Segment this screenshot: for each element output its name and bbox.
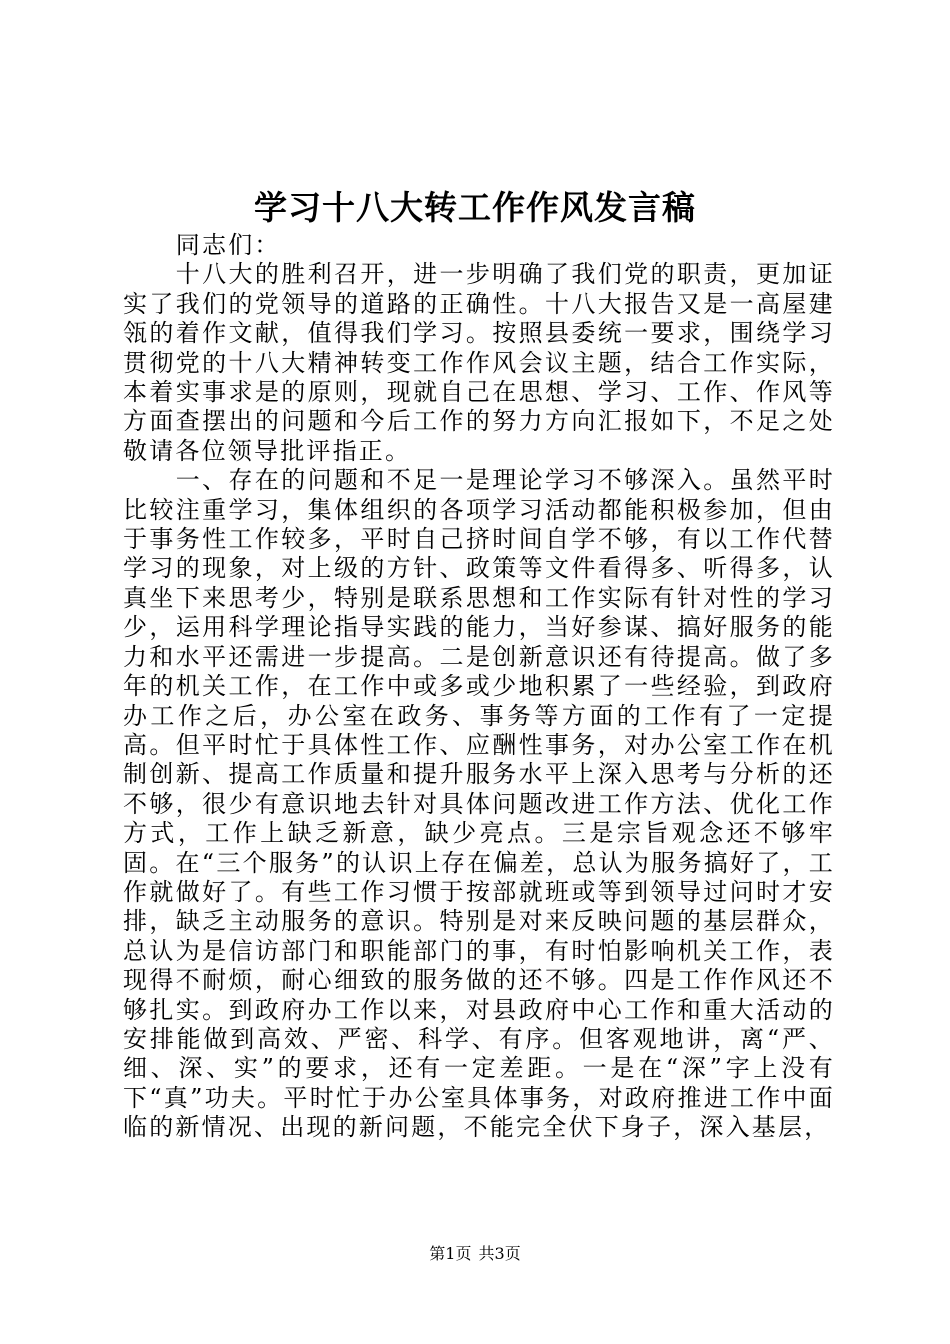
intro-paragraph: 十八大的胜利召开，进一步明确了我们党的职责，更加证实了我们的党领导的道路的正确性。十八大报告又是一高屋建瓴的着作文献，值得我们学习。按照县委统一要求，围绕学习贯彻党的十八大精神转变工作作风会议主题，结合工作实际，本着实事求是的原则，现就自己在思想、学习、工作、作风等方面查摆出的问题和今后工作的努力方向汇报如下，不足之处敬请各位领导批评指正。 [123,260,835,465]
salutation-paragraph: 同志们： [175,231,281,259]
page-number: 第1页 [429,1244,472,1263]
document-body [123,231,835,1143]
page-footer [0,1244,950,1264]
document-title: 学习十八大转工作作风发言稿 [254,188,696,227]
page-total: 共3页 [478,1244,521,1263]
problems-paragraph: 一、存在的问题和不足一是理论学习不够深入。虽然平时比较注重学习，集体组织的各项学习活动都能积极参加，但由于事务性工作较多，平时自己挤时间自学不够，有以工作代替学习的现象，对上级的方针、政策等文件看得多、听得多，认真坐下来思考少，特别是联系思想和工作实际有针对性的学习少，运用科学理论指导实践的能力，当好参谋、搞好服务的能力和水平还需进一步提高。二是创新意识还有待提高。做了多年的机关工作，在工作中或多或少地积累了一些经验，到政府办工作之后，办公室在政务、事务等方面的工作有了一定提高。但平时忙于具体性工作、应酬性事务，对办公室工作在机制创新、提高工作质量和提升服务水平上深入思考与分析的还不够，很少有意识地去针对具体问题改进工作方法、优化工作方式，工作上缺乏新意，缺少亮点。三是宗旨观念还不够牢固。在“三个服务”的认识上存在偏差，总认为服务搞好了，工作就做好了。有些工作习惯于按部就班或等到领导过问时才安排，缺乏主动服务的意识。特别是对来反映问题的基层群众，总认为是信访部门和职能部门的事，有时怕影响机关工作，表现得不耐烦，耐心细致的服务做的还不够。四是工作作风还不够扎实。到政府办工作以来，对县政府中心工作和重大活动的安排能做到高效、严密、科学、有序。但客观地讲，离“严、细、深、实”的要求，还有一定差距。一是在“深”字上没有下“真”功夫。平时忙于办公室具体事务，对政府推进工作中面临的新情况、出现的新问题，不能完全伏下身子，深入基层， [123,466,835,1142]
